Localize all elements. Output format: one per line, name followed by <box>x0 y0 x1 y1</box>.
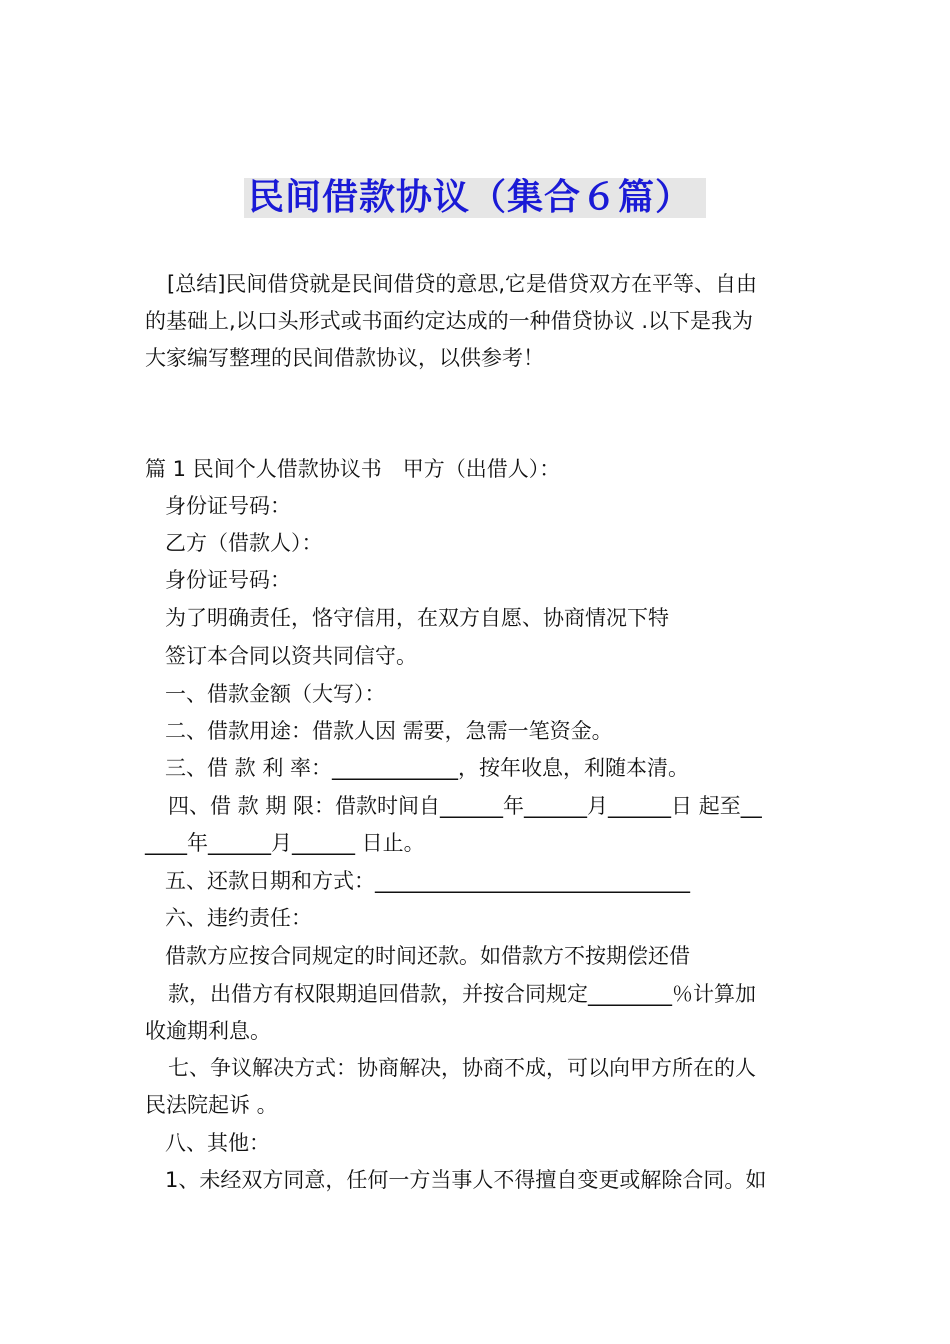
body-line: 收逾期利息。 <box>145 1019 271 1043</box>
body-line: 为了明确责任，恪守信用，在双方自愿、协商情况下特 <box>165 606 669 630</box>
clause-1: 一、借款金额（大写）： <box>165 682 386 706</box>
clause-8-item-1: 1、未经双方同意，任何一方当事人不得擅自变更或解除合同。如 <box>165 1168 767 1192</box>
body-line: 借款方应按合同规定的时间还款。如借款方不按期偿还借 <box>165 944 690 968</box>
clause-7-cont: 民法院起诉 。 <box>145 1093 278 1117</box>
clause-4: 四、借 款 期 限：借款时间自______年______月______日 起至__ <box>168 794 762 818</box>
body-line: 身份证号码： <box>165 568 291 592</box>
clause-3: 三、借 款 利 率：____________，按年收息，利随本清。 <box>165 756 690 780</box>
intro-line-2: 的基础上,以口头形式或书面约定达成的一种借贷协议 .以下是我为 <box>145 309 754 333</box>
clause-7: 七、争议解决方式：协商解决，协商不成，可以向甲方所在的人 <box>168 1056 756 1080</box>
section-heading-1: 篇 1 民间个人借款协议书 甲方（出借人）： <box>145 457 561 481</box>
intro-line-3: 大家编写整理的民间借款协议，以供参考！ <box>145 346 544 370</box>
clause-2: 二、借款用途：借款人因 需要，急需一笔资金。 <box>165 719 613 743</box>
clause-6: 六、违约责任： <box>165 906 312 930</box>
body-line: 款，出借方有权限期追回借款，并按合同规定________％计算加 <box>168 982 756 1006</box>
body-line: 身份证号码： <box>165 494 291 518</box>
intro-paragraph <box>145 266 810 377</box>
clause-4-cont: ____年______月______ 日止。 <box>145 831 425 855</box>
document-title: 民间借款协议（集合６篇） <box>244 178 706 218</box>
body-line: 乙方（借款人）： <box>165 531 323 555</box>
body-line: 签订本合同以资共同信守。 <box>165 644 417 668</box>
title-container <box>0 178 950 218</box>
clause-8: 八、其他： <box>165 1131 270 1155</box>
intro-line-1: [总结]民间借贷就是民间借贷的意思,它是借贷双方在平等、自由 <box>167 272 758 296</box>
clause-5: 五、还款日期和方式：______________________________ <box>165 869 690 893</box>
